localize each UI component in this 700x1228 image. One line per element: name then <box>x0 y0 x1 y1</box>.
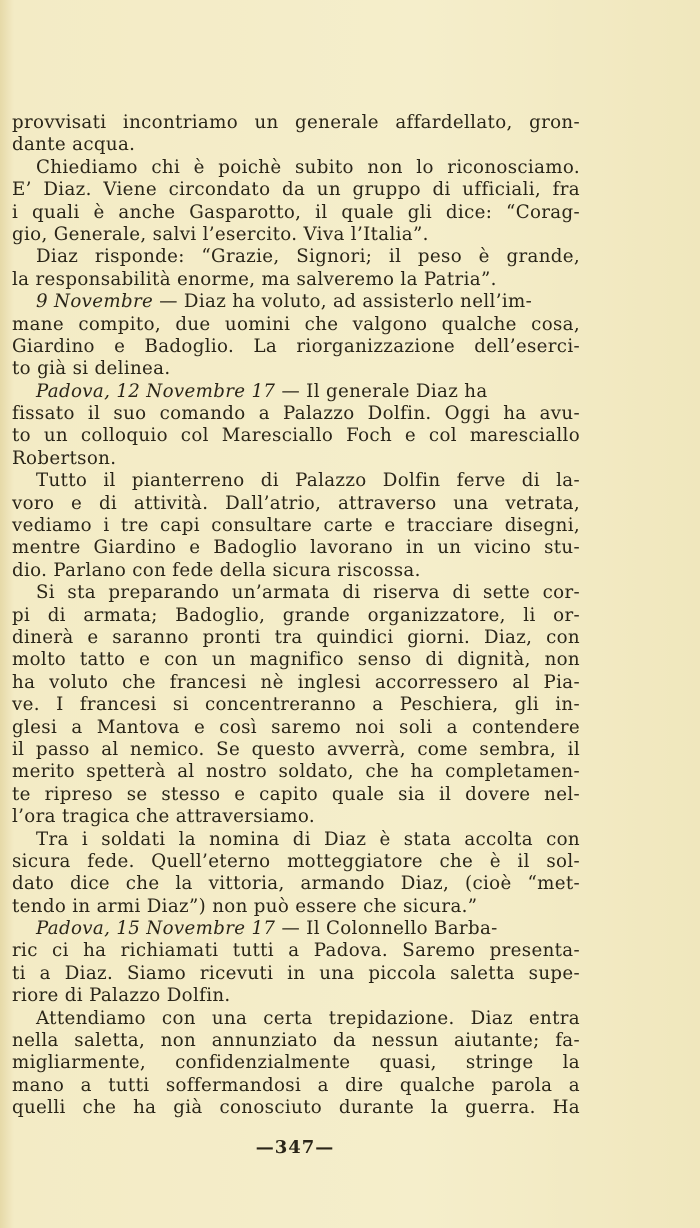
text-line: Padova, 12 Novembre 17 — Il generale Diaz ha <box>36 380 488 402</box>
page-number: —347— <box>255 1137 335 1158</box>
text-line: gio, Generale, salvi l’esercito. Viva l’Italia”. <box>12 223 429 245</box>
text-line: 9 Novembre — Diaz ha voluto, ad assisterlo nell’im- <box>36 291 533 313</box>
text-line: nella saletta, non annunziato da nessun aiutante; fa- <box>12 1030 580 1052</box>
text-line: fissato il suo comando a Palazzo Dolfin. Oggi ha avu- <box>12 403 580 425</box>
text-line: i quali è anche Gasparotto, il quale gli dice: “Corag- <box>12 201 580 223</box>
text-line: Tra i soldati la nomina di Diaz è stata accolta con <box>36 828 580 850</box>
text-line: pi di armata; Badoglio, grande organizzatore, li or- <box>12 604 580 626</box>
text-line: E’ Diaz. Viene circondato da un gruppo di ufficiali, fra <box>12 179 580 201</box>
text-line: ric ci ha richiamati tutti a Padova. Saremo presenta- <box>12 940 580 962</box>
text-line: mane compito, due uomini che valgono qualche cosa, <box>12 313 580 335</box>
text-line: merito spetterà al nostro soldato, che ha completamen- <box>12 761 580 783</box>
text-line: voro e di attività. Dall’atrio, attraverso una vetrata, <box>12 492 580 514</box>
text-line: tendo in armi Diaz”) non può essere che sicura.” <box>12 895 478 917</box>
text-line: riore di Palazzo Dolfin. <box>12 985 231 1007</box>
text-line: ha voluto che francesi nè inglesi accorressero al Pia- <box>12 671 580 693</box>
book-page-text <box>12 112 580 1120</box>
text-line: ti a Diaz. Siamo ricevuti in una piccola saletta supe- <box>12 962 580 984</box>
text-line: sicura fede. Quell’eterno motteggiatore che è il sol- <box>12 850 580 872</box>
diary-date: 9 Novembre <box>36 291 154 313</box>
text-line: Giardino e Badoglio. La riorganizzazione dell’eserci- <box>12 335 580 357</box>
diary-date: Padova, 15 Novembre 17 <box>36 918 276 940</box>
text-line: dante acqua. <box>12 134 136 156</box>
text-line: Si sta preparando un’armata di riserva di sette cor- <box>36 582 580 604</box>
text-line: il passo al nemico. Se questo avverrà, come sembra, il <box>12 738 580 760</box>
text-line: dio. Parlano con fede della sicura riscossa. <box>12 559 421 581</box>
text-line: l’ora tragica che attraversiamo. <box>12 806 316 828</box>
text-line: la responsabilità enorme, ma salveremo la Patria”. <box>12 268 497 290</box>
text-line: Diaz risponde: “Grazie, Signori; il peso è grande, <box>36 246 580 268</box>
text-line: dinerà e saranno pronti tra quindici giorni. Diaz, con <box>12 626 580 648</box>
text-line: provvisati incontriamo un generale affardellato, gron- <box>12 112 580 133</box>
text-line: te ripreso se stesso e capito quale sia il dovere nel- <box>12 783 580 805</box>
text-line: dato dice che la vittoria, armando Diaz, (cioè “met- <box>12 873 580 895</box>
diary-date: Padova, 12 Novembre 17 <box>36 380 276 402</box>
text-line: Padova, 15 Novembre 17 — Il Colonnello Barba- <box>36 918 498 940</box>
text-line: vediamo i tre capi consultare carte e tracciare disegni, <box>12 515 580 537</box>
text-line: to un colloquio col Maresciallo Foch e col maresciallo <box>12 425 580 447</box>
text-line: Chiediamo chi è poichè subito non lo riconosciamo. <box>36 156 580 178</box>
text-line: to già si delinea. <box>12 358 171 380</box>
text-line: molto tatto e con un magnifico senso di dignità, non <box>12 649 580 671</box>
text-line: mano a tutti soffermandosi a dire qualche parola a <box>12 1074 580 1096</box>
text-line: migliarmente, confidenzialmente quasi, stringe la <box>12 1052 580 1074</box>
text-line: mentre Giardino e Badoglio lavorano in un vicino stu- <box>12 537 580 559</box>
text-line: Robertson. <box>12 447 117 469</box>
text-line: quelli che ha già conosciuto durante la guerra. Ha <box>12 1097 580 1119</box>
text-line: Attendiamo con una certa trepidazione. Diaz entra <box>36 1007 580 1029</box>
text-line: glesi a Mantova e così saremo noi soli a contendere <box>12 716 580 738</box>
text-line: Tutto il pianterreno di Palazzo Dolfin ferve di la- <box>36 470 580 492</box>
text-line: ve. I francesi si concentreranno a Peschiera, gli in- <box>12 694 580 716</box>
